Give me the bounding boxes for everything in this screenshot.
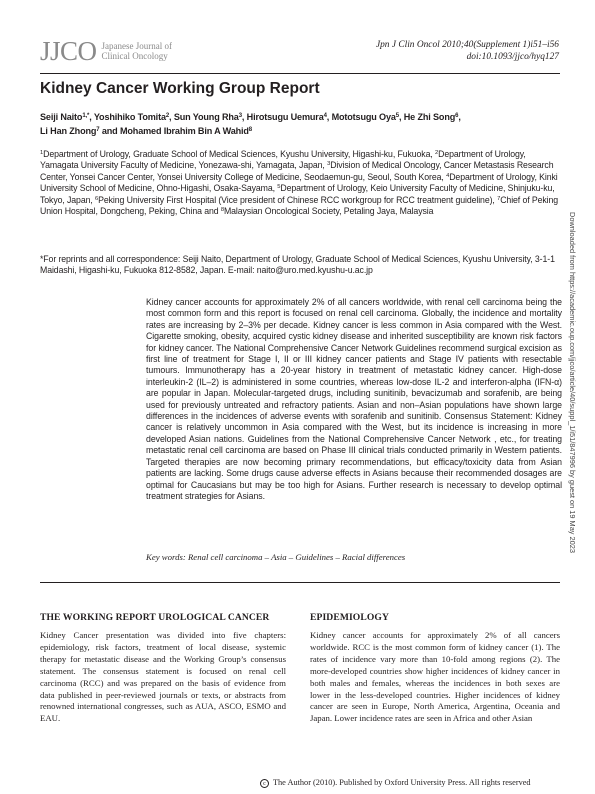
article-title: Kidney Cancer Working Group Report (40, 80, 320, 97)
author-name: Li Han Zhong (40, 126, 97, 136)
affiliation-text: Division of Medical Oncology, Cancer Metastasis Research Center, Yonsei Cancer Center, Yonsei University College of Medicine, Seodaemun-gu, Seoul, South Korea, (40, 160, 554, 182)
author-affiliation-marker: 5 (395, 113, 399, 119)
copyright-text: The Author (2010). Published by Oxford University Press. All rights reserved (272, 778, 531, 787)
affiliation-marker: 1 (40, 150, 44, 156)
affiliation-text: Department of Urology, Kinki University School of Medicine, Ohno-Higashi, Osaka-Sayama, (40, 171, 558, 194)
journal-logo-name (102, 41, 172, 61)
author-name: Seiji Naito (40, 112, 83, 122)
abstract-divider (40, 582, 560, 583)
author-separator: and (99, 126, 120, 136)
author-separator: , (89, 112, 94, 122)
journal-logo-line2: Clinical Oncology (101, 51, 168, 61)
author-name: He Zhi Song (403, 112, 456, 122)
affiliation-text: Department of Urology, Yamagata University Faculty of Medicine, Yonezawa-shi, Yamagata, Japan, (40, 149, 526, 171)
affiliation-marker: 8 (220, 207, 224, 214)
citation-line1: Jpn J Clin Oncol 2010;40(Supplement 1)i51–i56 (375, 40, 559, 50)
affiliation-text: Malaysian Oncological Society, Petaling Jaya, Malaysia (223, 206, 434, 217)
author-affiliation-marker: 2 (165, 113, 170, 119)
affiliation-marker: 2 (435, 150, 439, 156)
author-name: Hirotsugu Uemura (246, 112, 324, 122)
copyright-footer (260, 778, 531, 788)
correspondence: *For reprints and all correspondence: Seiji Naito, Department of Urology, Graduate School of Medical Sciences, Kyushu University, 3-1-1 Maidashi, Higashi-ku, Fukuoka 812-8582, Japan. E-mail: naito@uro.med.kyushu-u.ac.jp (40, 254, 555, 276)
affiliations (40, 149, 562, 217)
affiliation-text: Chief of Peking Union Hospital, Dongcheng, Peking, China and (40, 194, 559, 217)
author-name: Sun Young Rha (173, 112, 239, 122)
author-affiliation-marker: 6 (455, 113, 459, 119)
author-separator: , (326, 112, 332, 122)
copyright-icon: c (260, 779, 269, 788)
author-name: Yoshihiko Tomita (93, 112, 166, 122)
journal-logo-mark: JJCO (40, 36, 97, 66)
author-name: Mohamed Ibrahim Bin A Wahid (119, 126, 249, 136)
affiliation-text: Department of Urology, Keio University Faculty of Medicine, Shinjuku-ku, Tokyo, Japan, (40, 183, 555, 205)
keywords: Key words: Renal cell carcinoma – Asia – Guidelines – Racial differences (146, 552, 406, 562)
citation (376, 40, 559, 63)
author-name: Mototsugu Oya (331, 112, 396, 122)
section-body: Kidney Cancer presentation was divided into five chapters: epidemiology, risk factors, treatment of local disease, systemic therapy for metastatic disease and the Working Group’s consensus statement. The consensus statement is focused on renal cell carcinoma (RCC) and was prepared on the basis of evidence from data published in peer-reviewed journals or texts, or abstracts from renowned international congresses, such as AUA, ASCO, ESMO and EAU. (40, 630, 286, 724)
affiliation-marker: 6 (95, 195, 99, 202)
section-epidemiology (310, 612, 560, 725)
author-affiliation-marker: 8 (248, 127, 252, 133)
affiliation-text: Peking University First Hospital (Vice president of Chinese RCC workgroup for RCC treatment guideline), (98, 194, 498, 205)
author-affiliation-marker: 4 (323, 113, 327, 119)
author-separator: , (241, 112, 247, 122)
affiliation-marker: 4 (446, 172, 450, 179)
author-separator: , (398, 112, 404, 122)
section-heading: THE WORKING REPORT UROLOGICAL CANCER (40, 612, 270, 623)
download-notice[interactable]: Downloaded from https://academic.oup.com/jjco/article/40/suppl_1/i51/847996 by guest on 19 May 2023 (568, 212, 577, 553)
header-divider (40, 73, 560, 74)
affiliation-marker: 7 (497, 195, 501, 202)
affiliation-marker: 3 (327, 161, 331, 168)
journal-logo-line1: Japanese Journal of (101, 41, 173, 51)
author-affiliation-marker: 3 (238, 113, 242, 119)
author-separator: , (169, 112, 174, 122)
author-affiliation-marker: 7 (96, 127, 100, 133)
section-body: Kidney cancer accounts for approximately 2% of all cancers worldwide. RCC is the most common form of kidney cancer (1). The rates of incidence vary more than 10-fold among regions (2). The more-developed countries show higher incidences of kidney cancer in both males and females, whereas the incidences in both sexes are lower in the less-developed countries. Higher incidences of kidney cancer are seen in Europe, North America, Argentina, Oceania and Japan. Lower incidence rates are seen in Africa and other Asian (310, 630, 560, 724)
affiliation-marker: 5 (277, 184, 281, 191)
section-heading: EPIDEMIOLOGY (310, 612, 390, 623)
affiliation-text: Department of Urology, Graduate School of Medical Sciences, Kyushu University, Higashi-ku, Fukuoka, (43, 149, 435, 159)
author-list (40, 110, 560, 138)
author-separator: , (458, 112, 461, 122)
journal-logo (40, 38, 172, 65)
abstract: Kidney cancer accounts for approximately 2% of all cancers worldwide, with renal cell carcinoma being the most common form and this report is focused on renal cell carcinoma. Globally, the incidence and mortality rates are increasing by 2–3% per decade. Kidney cancer is less common in Asia compared with the West. Cigarette smoking, obesity, acquired cystic kidney disease and inherited susceptibility are known risk factors for kidney cancer. The National Comprehensive Cancer Network Guidelines recommend surgical excision as first line of treatment for Stage I, II or III kidney cancer patients and Stage IV patients with resectable tumours. Immunotherapy has a 20-year history in treatment of metastatic kidney cancer. High-dose interleukin-2 (IL–2) is administered in some countries, whereas low-dose IL-2 and interferon-alpha (IFN-α) are popular in Japan. Molecular-targeted drugs, including sunitinib, bevacizumab and sorafenib, are being used for previously untreated and refractory patients. Asian and non–Asian populations have shown large differences in the incidences of adverse events with sorafenib and sunitinib. Consensus Statement: Kidney cancer is relatively uncommon in Asia compared with the West, but its incidence is increasing in more developed Asian nations. Guidelines from the National Comprehensive Cancer Network , etc., for treating metastatic renal cell carcinoma are based on Phase III clinical trials conducted primarily in Western patients. Targeted therapies are now becoming primary recommendations, but efficacy/toxicity data from Asian patients are lacking. Some drugs cause adverse effects in Asians because their recommended dosages are optimal for Caucasians but may be too high for Asians. Further research is necessary to develop optimal treatment strategies for Asians. (146, 297, 562, 501)
citation-doi[interactable]: doi:10.1093/jjco/hyq127 (466, 51, 559, 62)
author-affiliation-marker: 1,* (82, 113, 90, 119)
section-working-report (40, 612, 286, 725)
